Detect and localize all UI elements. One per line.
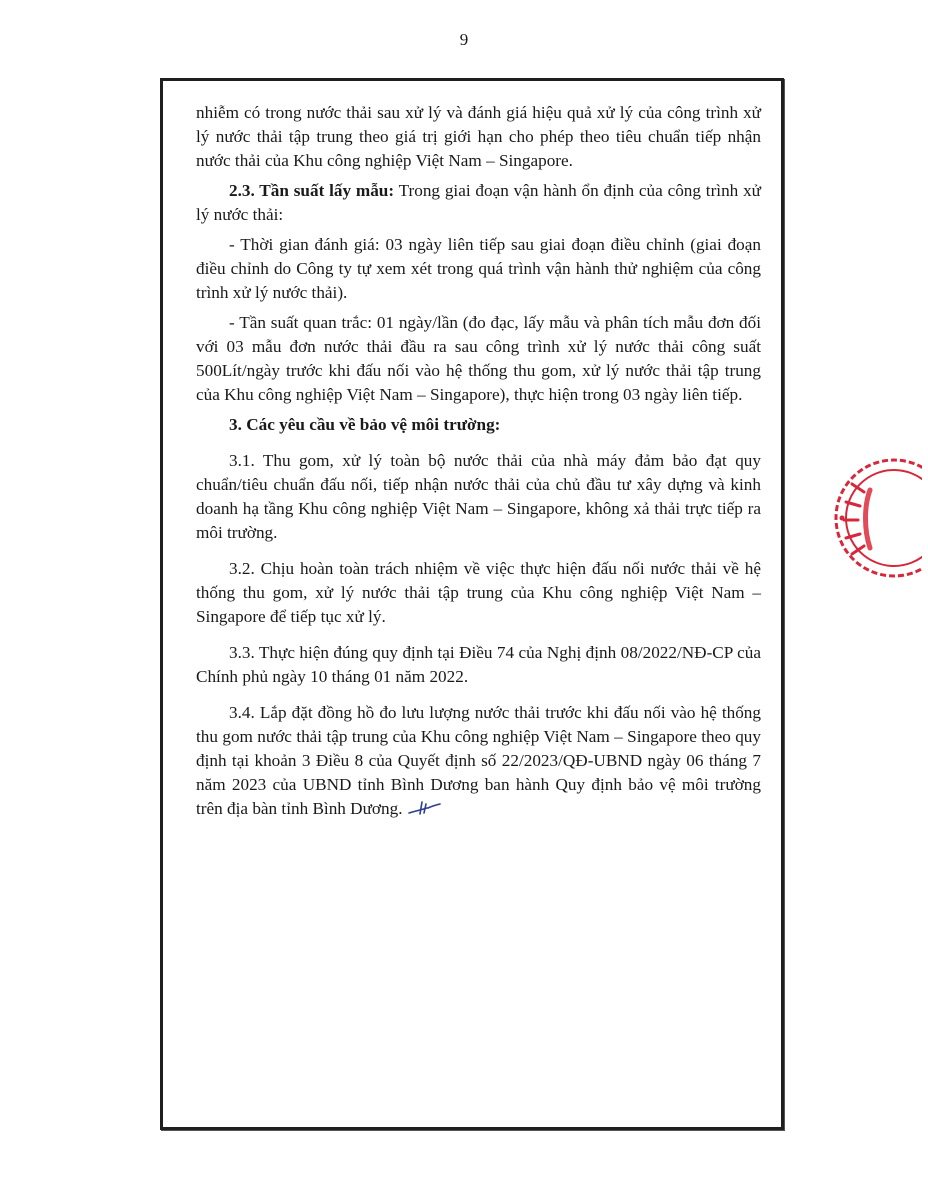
page-number: 9 [459, 30, 469, 49]
content-frame [160, 78, 784, 1130]
paragraph-sampling-frequency-text: Trong giai đoạn vận hành ổn định của công trình xử lý nước thải: [196, 181, 761, 224]
document-body [196, 101, 761, 821]
heading-section-3: 3. Các yêu cầu về bảo vệ môi trường: [229, 415, 501, 434]
paragraph-sampling-frequency [196, 179, 761, 227]
paragraph-continuation: nhiễm có trong nước thải sau xử lý và đánh giá hiệu quả xử lý của công trình xử lý nước thải tập trung theo giá trị giới hạn cho phép theo tiêu chuẩn tiếp nhận nước thải của Khu công nghiệp Việt Nam – Singapore. [196, 103, 761, 170]
paragraph-monitoring-frequency: - Tần suất quan trắc: 01 ngày/lần (đo đạc, lấy mẫu và phân tích mẫu đơn đối với 03 mẫu đơn nước thải đầu ra sau công trình xử lý nước thải công suất 500Lít/ngày trước khi đấu nối vào hệ thống thu gom, xử lý nước thải tập trung của Khu công nghiệp Việt Nam – Singapore), thực hiện trong 03 ngày liên tiếp. [196, 313, 761, 404]
heading-2-3: 2.3. Tần suất lấy mẫu: [229, 181, 395, 200]
item-3-1: 3.1. Thu gom, xử lý toàn bộ nước thải của nhà máy đảm bảo đạt quy chuẩn/tiêu chuẩn đấu nối, tiếp nhận nước thải của chủ đầu tư xây dựng và kinh doanh hạ tầng Khu công nghiệp Việt Nam – Singapore, không xả thải trực tiếp ra môi trường. [196, 451, 761, 542]
paragraph-evaluation-time: - Thời gian đánh giá: 03 ngày liên tiếp sau giai đoạn điều chỉnh (giai đoạn điều chỉnh do Công ty tự xem xét trong quá trình vận hành thử nghiệm của công trình xử lý nước thải). [196, 235, 761, 302]
item-3-3: 3.3. Thực hiện đúng quy định tại Điều 74 của Nghị định 08/2022/NĐ-CP của Chính phủ ngày 10 tháng 01 năm 2022. [196, 643, 761, 686]
item-3-4-text: 3.4. Lắp đặt đồng hồ đo lưu lượng nước thải trước khi đấu nối vào hệ thống thu gom nước thải tập trung của Khu công nghiệp Việt Nam – Singapore theo quy định tại khoản 3 Điều 8 của Quyết định số 22/2023/QĐ-UBND ngày 06 tháng 7 năm 2023 của UBND tỉnh Bình Dương ban hành Quy định bảo vệ môi trường trên địa bàn tỉnh Bình Dương. [196, 703, 761, 818]
red-seal-stamp-icon [812, 454, 922, 582]
item-3-4 [196, 701, 761, 821]
item-3-2: 3.2. Chịu hoàn toàn trách nhiệm về việc thực hiện đấu nối nước thải về hệ thống thu gom, xử lý nước thải tập trung của Khu công nghiệp Việt Nam – Singapore để tiếp tục xử lý. [196, 559, 761, 626]
signature-mark-icon [407, 800, 441, 816]
